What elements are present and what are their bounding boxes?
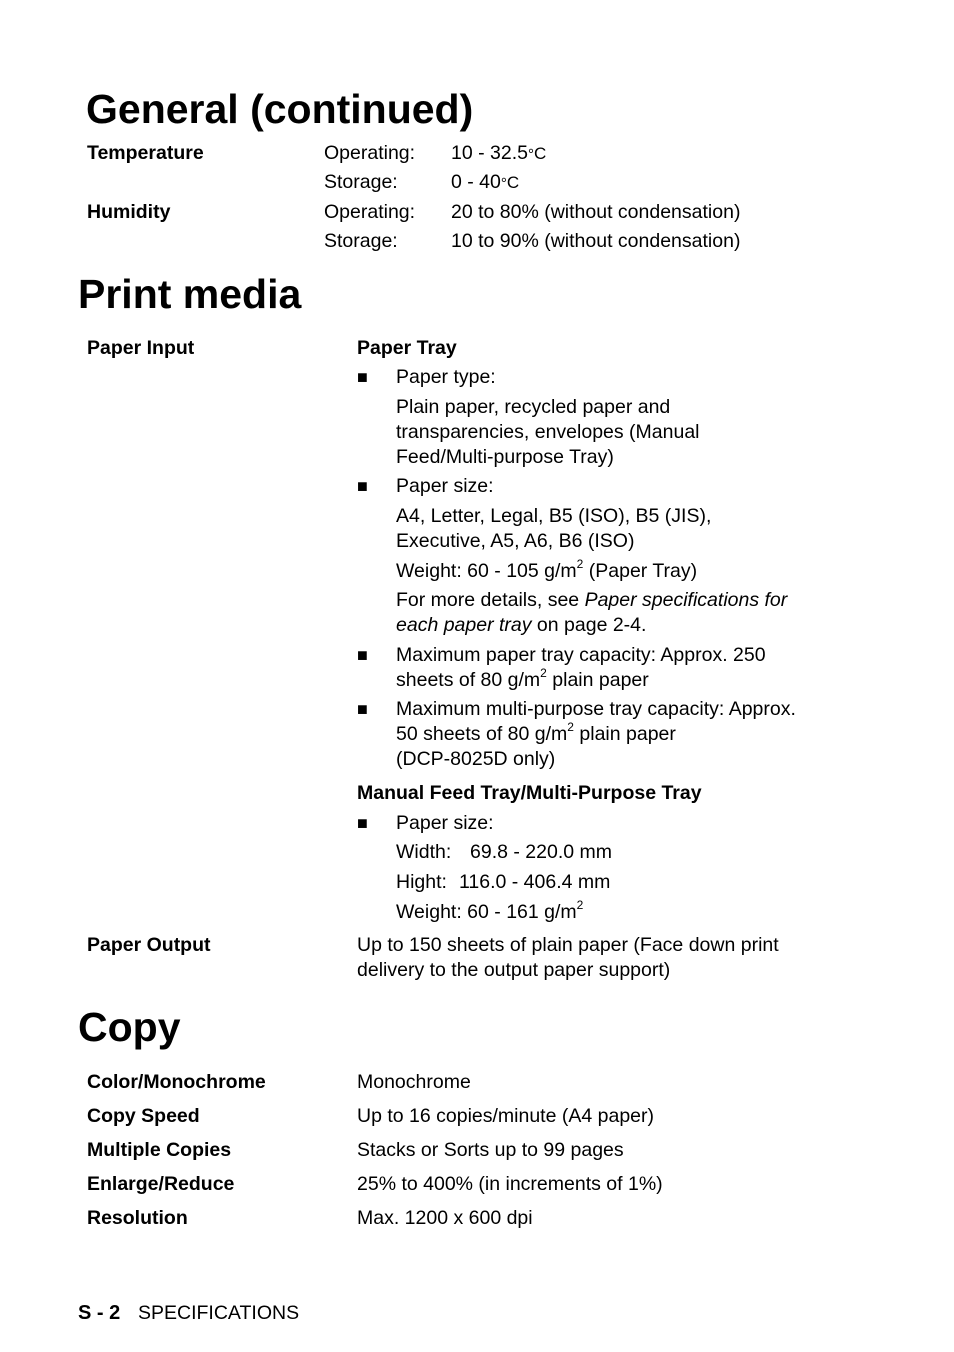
- copy-row-label: Multiple Copies: [87, 1139, 232, 1161]
- copy-row-label: Copy Speed: [87, 1105, 200, 1127]
- footer-section-name: SPECIFICATIONS: [138, 1302, 300, 1324]
- manual-paper-size-label: Paper size:: [396, 812, 494, 834]
- paper-type-line: Feed/Multi-purpose Tray): [396, 446, 614, 468]
- manual-weight: Weight: 60 - 161 $g/m^2$: [396, 897, 584, 923]
- copy-row-value: Up to 16 copies/minute (A4 paper): [357, 1105, 654, 1127]
- mp-capacity-line: Maximum multi-purpose tray capacity: Approx.: [396, 698, 796, 720]
- paper-output-line: Up to 150 sheets of plain paper (Face down print: [357, 934, 779, 956]
- manual-width-value: 69.8 - 220.0 mm: [470, 841, 612, 863]
- paper-type-line: transparencies, envelopes (Manual: [396, 421, 700, 443]
- paper-input-label: Paper Input: [87, 337, 195, 359]
- mp-capacity-line: (DCP-8025D only): [396, 748, 556, 770]
- paper-output-label: Paper Output: [87, 934, 211, 956]
- humidity-operating-label: Operating:: [324, 201, 416, 223]
- paper-weight: Weight: 60 - 105 $g/m^2$ (Paper Tray): [396, 556, 698, 582]
- manual-feed-heading: Manual Feed Tray/Multi-Purpose Tray: [357, 782, 702, 804]
- page-number: S - 2: [78, 1302, 121, 1324]
- manual-height-value: 116.0 - 406.4 mm: [459, 871, 611, 893]
- temperature-storage-label: Storage:: [324, 171, 398, 193]
- bullet-square-icon: ■: [357, 645, 368, 665]
- paper-type-label: Paper type:: [396, 366, 496, 388]
- section-title-print-media: Print media: [78, 271, 302, 317]
- tray-capacity-line: sheets of 80 $g/m^2$ plain paper: [396, 665, 649, 691]
- paper-output-line: delivery to the output paper support): [357, 959, 671, 981]
- copy-row-value: Monochrome: [357, 1071, 471, 1093]
- bullet-square-icon: ■: [357, 367, 368, 387]
- paper-size-label: Paper size:: [396, 475, 494, 497]
- paper-size-line: Executive, A5, A6, B6 (ISO): [396, 530, 635, 552]
- section-title-copy: Copy: [78, 1004, 181, 1050]
- paper-type-line: Plain paper, recycled paper and: [396, 396, 671, 418]
- copy-row-value: 25% to 400% (in increments of 1%): [357, 1173, 663, 1195]
- bullet-square-icon: ■: [357, 813, 368, 833]
- tray-capacity-line: Maximum paper tray capacity: Approx. 250: [396, 644, 766, 666]
- copy-row-value: Max. 1200 x 600 dpi: [357, 1207, 533, 1229]
- paper-tray-heading: Paper Tray: [357, 337, 457, 359]
- temperature-operating-value: 10 - 32.5°C: [451, 142, 547, 164]
- copy-row-label: Resolution: [87, 1207, 188, 1229]
- humidity-storage-value: 10 to 90% (without condensation): [451, 230, 741, 252]
- copy-row-label: Color/Monochrome: [87, 1071, 266, 1093]
- details-reference: For more details, see Paper specifications for: [396, 589, 788, 611]
- manual-height-label: Hight:: [396, 871, 447, 893]
- mp-capacity-line: 50 sheets of 80 $g/m^2$ plain paper: [396, 719, 676, 745]
- temperature-storage-value: 0 - 40°C: [451, 171, 520, 193]
- copy-row-value: Stacks or Sorts up to 99 pages: [357, 1139, 624, 1161]
- details-reference-cont: each paper tray on page 2-4.: [396, 614, 647, 636]
- humidity-operating-value: 20 to 80% (without condensation): [451, 201, 741, 223]
- bullet-square-icon: ■: [357, 699, 368, 719]
- temperature-operating-label: Operating:: [324, 142, 416, 164]
- bullet-square-icon: ■: [357, 476, 368, 496]
- manual-width-label: Width:: [396, 841, 452, 863]
- humidity-storage-label: Storage:: [324, 230, 398, 252]
- section-title-general: General (continued): [86, 86, 474, 132]
- humidity-label: Humidity: [87, 201, 171, 223]
- temperature-label: Temperature: [87, 142, 204, 164]
- copy-row-label: Enlarge/Reduce: [87, 1173, 235, 1195]
- paper-size-line: A4, Letter, Legal, B5 (ISO), B5 (JIS),: [396, 505, 712, 527]
